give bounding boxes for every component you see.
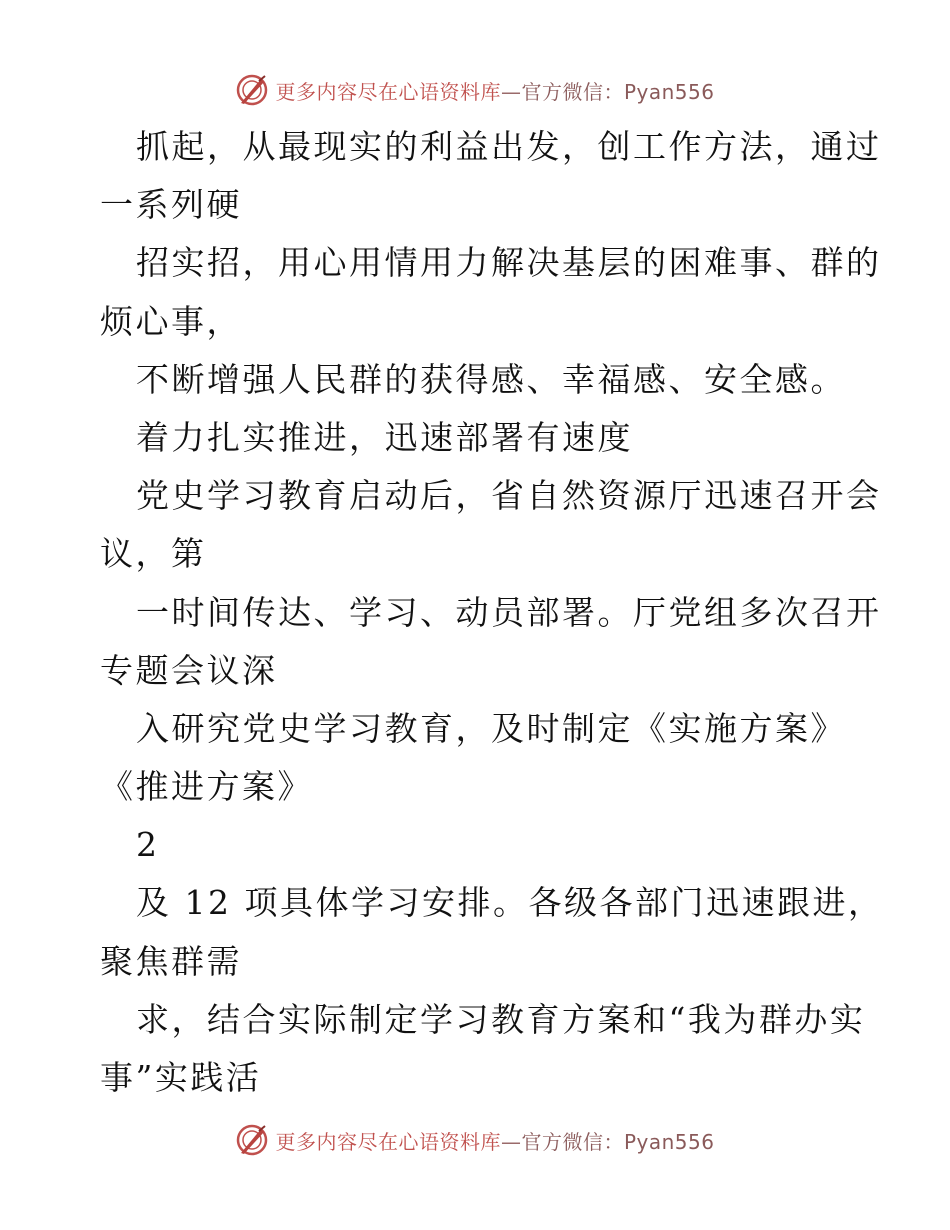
banner-separator: — (500, 79, 522, 104)
banner-text (275, 1126, 714, 1155)
text-line: 入研究党史学习教育，及时制定《实施方案》 (136, 708, 846, 748)
banner-wechat: 官方微信：Pyan556 (521, 79, 715, 104)
text-line: 烦心事， (100, 301, 242, 341)
banner-slogan: 更多内容尽在心语资料库 (275, 79, 501, 104)
footer-banner (0, 1120, 950, 1160)
text-line: 不断增强人民群的获得感、幸福感、安全感。 (136, 359, 846, 399)
document-body (100, 118, 884, 1107)
text-line: 求，结合实际制定学习教育方案和“我为群办实 (136, 999, 866, 1039)
text-line: 议，第 (100, 534, 207, 574)
header-banner (0, 70, 950, 110)
banner-slogan: 更多内容尽在心语资料库 (275, 1129, 501, 1154)
quill-logo-icon (235, 73, 269, 107)
text-line: 聚焦群需 (100, 941, 242, 981)
text-line: 及 12 项具体学习安排。各级各部门迅速跟进， (136, 883, 884, 923)
banner-separator: — (500, 1129, 522, 1154)
text-line: 着力扎实推进，迅速部署有速度 (136, 417, 633, 457)
text-line: 2 (136, 825, 160, 865)
text-line: 党史学习教育启动后，省自然资源厅迅速召开会 (136, 476, 882, 516)
banner-wechat: 官方微信：Pyan556 (521, 1129, 715, 1154)
text-line: 专题会议深 (100, 650, 278, 690)
text-line: 抓起，从最现实的利益出发，创工作方法，通过 (136, 127, 882, 166)
text-line: 一系列硬 (100, 185, 242, 225)
text-line: 事”实践活 (100, 1058, 262, 1097)
quill-logo-icon (235, 1123, 269, 1157)
text-line: 招实招，用心用情用力解决基层的困难事、群的 (136, 243, 882, 283)
banner-text (275, 76, 714, 105)
text-line: 《推进方案》 (100, 767, 313, 807)
text-line: 一时间传达、学习、动员部署。厅党组多次召开 (136, 592, 882, 632)
